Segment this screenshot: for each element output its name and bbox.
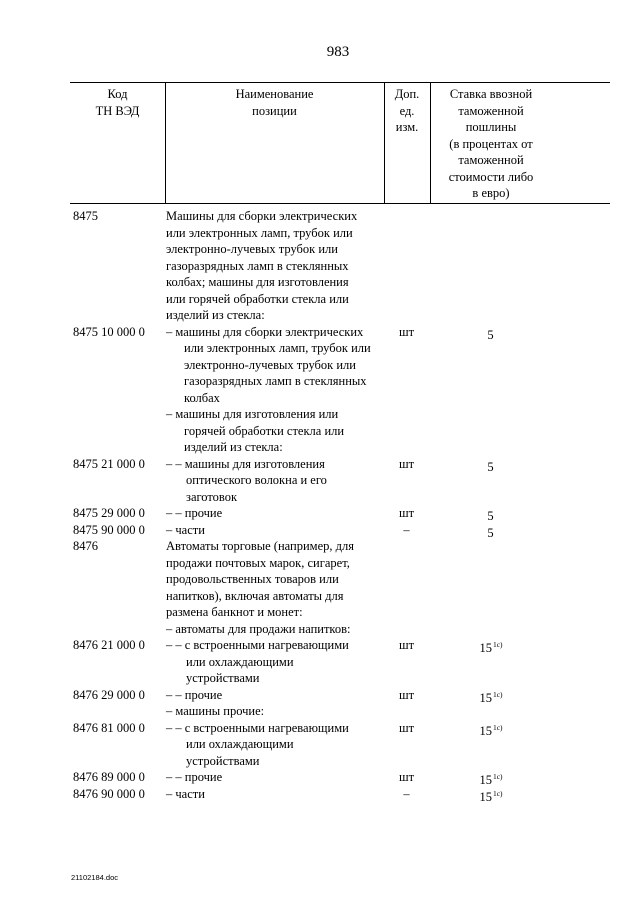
row-name-line: продовольственных товаров или <box>166 572 339 586</box>
row-rate-value: 15 <box>479 773 492 787</box>
row-name-line: – – прочие <box>166 770 223 784</box>
row-unit: шт <box>398 720 415 735</box>
row-name-line: Машины для сборки электрических <box>166 209 358 223</box>
row-name-line: продажи почтовых марок, сигарет, <box>166 555 350 570</box>
row-name-line: устройствами <box>186 753 260 768</box>
row-rate-value: 15 <box>479 723 492 738</box>
row-name-line: изделий из стекла: <box>166 308 265 322</box>
header-rate-line: в евро) <box>472 186 510 200</box>
row-name-line: или охлаждающими <box>186 737 294 751</box>
row-name <box>166 720 349 770</box>
row-code: 8476 89 000 0 <box>73 770 145 784</box>
row-name-line: изделий из стекла: <box>184 440 283 454</box>
row-rate <box>430 720 552 740</box>
header-rate-line: таможенной <box>458 153 524 167</box>
row-name-line: горячей обработки стекла или <box>184 423 345 438</box>
header-rate-line: Ставка ввозной <box>449 87 533 101</box>
row-name-line: размена банкнот и монет: <box>166 605 303 619</box>
row-name-line: – машины прочие: <box>166 704 265 718</box>
row-name <box>166 786 205 803</box>
header-rate-line: (в процентах от <box>449 136 533 151</box>
header-code-line: ТН ВЭД <box>95 103 140 118</box>
row-rate-note: 1с) <box>492 722 503 732</box>
header-rate-line: пошлины <box>465 120 517 134</box>
page-number: 983 <box>326 44 350 60</box>
row-name-line: или электронных ламп, трубок или <box>184 341 371 355</box>
row-name-line: – машины для сборки электрических <box>166 324 364 339</box>
row-code: 8476 90 000 0 <box>73 786 145 801</box>
row-name <box>166 538 354 621</box>
row-name <box>166 637 349 687</box>
row-name-line: колбах; машины для изготовления <box>166 275 349 289</box>
row-code: 8475 10 000 0 <box>73 324 145 339</box>
header-rate <box>430 86 552 202</box>
row-code: 8475 21 000 0 <box>73 456 145 471</box>
row-name <box>166 208 357 324</box>
row-rate <box>430 538 552 558</box>
row-name-line: – – машины для изготовления <box>166 456 325 471</box>
row-rate <box>430 637 552 657</box>
row-rate-value: 5 <box>487 509 494 523</box>
row-rate-value: 15 <box>479 789 492 804</box>
row-unit: шт <box>398 770 415 784</box>
row-unit: шт <box>398 687 415 702</box>
row-name-line: напитков), включая автоматы для <box>166 588 344 603</box>
row-code: 8476 81 000 0 <box>73 720 145 735</box>
row-code: 8476 <box>73 539 98 553</box>
row-unit: шт <box>398 506 415 520</box>
row-name-line: – – с встроенными нагревающими <box>166 720 349 735</box>
row-name <box>166 456 327 506</box>
row-name <box>166 522 205 539</box>
header-rate-line: таможенной <box>458 103 524 118</box>
row-name-line: – – с встроенными нагревающими <box>166 638 349 652</box>
row-rate <box>430 324 552 344</box>
header-name-line: Наименование <box>235 87 314 101</box>
row-rate <box>430 786 552 806</box>
row-name-line: – автоматы для продажи напитков: <box>166 621 351 636</box>
row-name-line: электронно-лучевых трубок или <box>166 242 338 256</box>
header-bottom-rule <box>70 203 610 204</box>
header-unit-line: Доп. <box>394 87 420 101</box>
row-name-line: – – прочие <box>166 506 223 520</box>
row-unit: – <box>403 786 410 801</box>
row-name-line: оптического волокна и его <box>186 473 327 487</box>
header-unit-line: ед. <box>399 103 415 118</box>
row-name-line: электронно-лучевых трубок или <box>184 357 356 372</box>
row-name-line: или электронных ламп, трубок или <box>166 225 353 240</box>
row-name-line: газоразрядных ламп в стеклянных <box>184 374 367 388</box>
table-top-rule <box>70 82 610 83</box>
header-name-line: позиции <box>252 103 297 118</box>
header-code-line: Код <box>107 87 128 101</box>
header-code <box>70 86 165 119</box>
row-name-line: Автоматы торговые (например, для <box>166 539 354 553</box>
row-name <box>166 406 344 456</box>
row-name <box>166 505 222 522</box>
row-name-line: заготовок <box>186 489 238 504</box>
header-unit-line: изм. <box>395 120 419 134</box>
row-rate-value: 15 <box>479 690 492 705</box>
row-name <box>166 769 222 786</box>
row-code: 8475 90 000 0 <box>73 522 145 537</box>
row-name <box>166 687 222 704</box>
row-code: 8476 21 000 0 <box>73 638 145 652</box>
row-rate-note: 1с) <box>492 788 503 798</box>
row-rate <box>430 406 552 426</box>
row-name-line: – части <box>166 786 205 801</box>
row-name-line: или охлаждающими <box>186 654 294 669</box>
row-code: 8475 <box>73 209 98 223</box>
row-name <box>166 621 351 638</box>
row-rate <box>430 456 552 476</box>
row-name-line: или горячей обработки стекла или <box>166 291 349 306</box>
row-rate-value: 15 <box>479 641 492 655</box>
row-name <box>166 703 264 720</box>
row-rate-value: 5 <box>487 525 494 540</box>
row-rate-value: 5 <box>487 459 494 474</box>
row-rate-note: 1с) <box>492 689 503 699</box>
row-unit: – <box>403 522 410 537</box>
row-code: 8476 29 000 0 <box>73 687 145 702</box>
row-name-line: колбах <box>184 390 220 405</box>
row-name-line: устройствами <box>186 671 260 685</box>
row-code: 8475 29 000 0 <box>73 506 145 520</box>
row-rate-value: 5 <box>487 327 494 342</box>
row-unit: шт <box>398 456 415 471</box>
header-name <box>165 86 384 119</box>
row-rate <box>430 208 552 228</box>
header-rate-line: стоимости либо <box>448 169 534 184</box>
row-unit: шт <box>398 638 415 652</box>
row-unit: шт <box>398 324 415 339</box>
row-name-line: – – прочие <box>166 687 223 702</box>
row-rate-note: 1с) <box>492 772 503 781</box>
header-unit <box>384 86 430 136</box>
row-name-line: газоразрядных ламп в стеклянных <box>166 258 349 273</box>
row-name <box>166 324 371 407</box>
footer-filename: 21102184.doc <box>71 873 118 882</box>
row-rate-note: 1с) <box>492 640 503 649</box>
row-name-line: – машины для изготовления или <box>166 407 339 421</box>
row-name-line: – части <box>166 522 205 537</box>
